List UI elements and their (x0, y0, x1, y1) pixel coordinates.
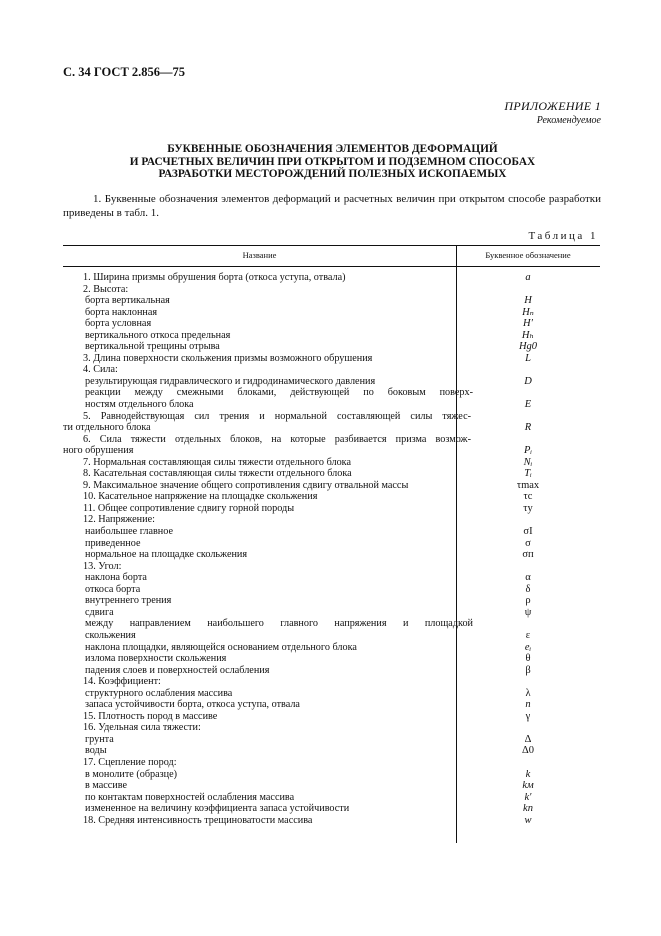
table-header-rule (63, 266, 600, 267)
row-name: 3. Длина поверхности скольжения призмы возможного обрушения (83, 352, 373, 364)
table-row (63, 364, 600, 376)
table-row (63, 468, 600, 480)
row-name: 16. Удельная сила тяжести: (83, 722, 201, 734)
table-row (63, 491, 600, 503)
table-row (63, 376, 600, 388)
row-symbol: Δ (524, 733, 532, 745)
row-symbol: L (525, 352, 531, 364)
appendix-title: ПРИЛОЖЕНИЕ 1 (504, 99, 601, 113)
row-name: 11. Общее сопротивление сдвигу горной породы (83, 502, 295, 514)
row-name: грунта (85, 733, 114, 745)
table-row (63, 803, 600, 815)
table-row (63, 353, 600, 365)
table-row (63, 330, 600, 342)
row-name: 6. Сила тяжести отдельных блоков, на которые разбивается призма возмож- (83, 433, 471, 445)
row-symbol: τy (523, 502, 533, 514)
row-symbol: w (524, 814, 532, 826)
appendix-block (504, 99, 601, 126)
row-name: излома поверхности скольжения (85, 653, 227, 665)
row-symbol: kм (522, 780, 534, 792)
row-symbol: n (525, 699, 531, 711)
row-name: между направлением наибольшего главного напряжения и площадкой (85, 618, 473, 630)
row-symbol: Tᵢ (524, 468, 532, 480)
row-symbol: γ (525, 710, 531, 722)
table-row (63, 480, 600, 492)
title-line-3: РАЗРАБОТКИ МЕСТОРОЖДЕНИЙ ПОЛЕЗНЫХ ИСКОПАЕМЫХ (158, 168, 507, 180)
table-row (63, 411, 600, 423)
row-name: 17. Сцепление пород: (83, 756, 177, 768)
row-symbol: k′ (524, 791, 532, 803)
table-row (63, 769, 600, 781)
row-symbol: λ (525, 687, 531, 699)
row-symbol: σп (522, 549, 534, 561)
table-row (63, 284, 600, 296)
row-name: борта наклонная (85, 306, 158, 318)
table-row (63, 503, 600, 515)
row-symbol: β (525, 664, 531, 676)
row-symbol: D (524, 375, 532, 387)
row-name: запаса устойчивости борта, откоса уступа, отвала (85, 699, 300, 711)
row-symbol: kn (523, 803, 533, 815)
row-symbol: τc (523, 491, 533, 503)
table-row (63, 318, 600, 330)
table-label: Таблица 1 (528, 230, 598, 242)
table-row (63, 792, 600, 804)
row-name: 8. Касательная составляющая силы тяжести отдельного блока (83, 468, 352, 480)
row-name: нормальное на площадке скольжения (85, 549, 248, 561)
row-name: ностям отдельного блока (85, 399, 194, 411)
row-symbol: Hg0 (518, 341, 538, 353)
table-row (63, 676, 600, 688)
table-row (63, 595, 600, 607)
document-title (60, 143, 605, 181)
row-name: наклона борта (85, 572, 147, 584)
row-symbol: θ (525, 653, 531, 665)
row-name: приведенное (85, 537, 141, 549)
table-row (63, 445, 600, 457)
row-name: 2. Высота: (83, 283, 129, 295)
table-row (63, 307, 600, 319)
table-row (63, 399, 600, 411)
row-name: ного обрушения (63, 445, 134, 457)
row-symbol: eᵢ (524, 641, 532, 653)
row-symbol: k (525, 768, 531, 780)
symbols-table (63, 245, 600, 843)
table-row (63, 618, 600, 630)
row-name: 12. Напряжение: (83, 514, 155, 526)
row-symbol: τmax (516, 479, 540, 491)
table-row (63, 422, 600, 434)
row-name: 7. Нормальная составляющая силы тяжести отдельного блока (83, 456, 351, 468)
row-name: откоса борта (85, 583, 141, 595)
appendix-subtitle: Рекомендуемое (536, 115, 601, 126)
table-row (63, 584, 600, 596)
row-name: ти отдельного блока (63, 422, 151, 434)
table-row (63, 272, 600, 284)
row-symbol: σ (525, 537, 531, 549)
row-name: результирующая гидравлического и гидродинамического давления (85, 375, 376, 387)
table-row (63, 572, 600, 584)
row-name: вертикального откоса предельная (85, 329, 231, 341)
table-body (63, 272, 600, 826)
table-row (63, 757, 600, 769)
row-name: внутреннего трения (85, 595, 172, 607)
column-header-symbol: Буквенное обозначение (485, 250, 571, 260)
row-name: в монолите (образце) (85, 768, 178, 780)
title-line-1: БУКВЕННЫЕ ОБОЗНАЧЕНИЯ ЭЛЕМЕНТОВ ДЕФОРМАЦИЙ (167, 143, 498, 155)
row-name: падения слоев и поверхностей ослабления (85, 664, 270, 676)
row-name: наклона площадки, являющейся основанием отдельного блока (85, 641, 357, 653)
row-symbol: δ (525, 583, 531, 595)
row-name: 14. Коэффициент: (83, 676, 161, 688)
row-name: реакции между смежными блоками, действующей по боковым поверх- (85, 387, 473, 399)
table-row (63, 526, 600, 538)
row-name: 4. Сила: (83, 364, 118, 376)
table-row (63, 688, 600, 700)
row-symbol: a (525, 272, 531, 283)
table-row (63, 711, 600, 723)
row-symbol: ρ (525, 595, 531, 607)
table-row (63, 295, 600, 307)
row-name: 15. Плотность пород в массиве (83, 710, 218, 722)
table-row (63, 514, 600, 526)
row-symbol: Δ0 (521, 745, 534, 757)
row-symbol: H′ (523, 318, 533, 330)
row-name: борта условная (85, 318, 152, 330)
table-row (63, 642, 600, 654)
row-name: сдвига (85, 606, 114, 618)
title-line-2: И РАСЧЕТНЫХ ВЕЛИЧИН ПРИ ОТКРЫТОМ И ПОДЗЕМНОМ СПОСОБАХ (129, 155, 536, 168)
table-row (63, 653, 600, 665)
table-row (63, 745, 600, 757)
table-top-rule (63, 245, 600, 246)
table-row (63, 780, 600, 792)
table-row (63, 549, 600, 561)
intro-paragraph: 1. Буквенные обозначения элементов деформаций и расчетных величин при открытом способе разработки приведены в табл. 1. (63, 193, 601, 219)
row-symbol: Nᵢ (523, 456, 533, 468)
table-row (63, 722, 600, 734)
row-symbol: R (524, 422, 532, 434)
row-name: 9. Максимальное значение общего сопротивления сдвигу отвальной массы (83, 479, 409, 491)
column-header-name: Название (242, 250, 277, 260)
row-symbol: H (524, 295, 532, 307)
row-name: в массиве (85, 780, 128, 792)
page-header: С. 34 ГОСТ 2.856—75 (63, 65, 186, 79)
table-row (63, 607, 600, 619)
table-row (63, 561, 600, 573)
row-name: по контактам поверхностей ослабления массива (85, 791, 295, 803)
row-symbol: ψ (524, 606, 532, 618)
row-name: 18. Средняя интенсивность трещиноватости массива (83, 814, 313, 826)
table-row (63, 341, 600, 353)
row-name: 1. Ширина призмы обрушения борта (откоса уступа, отвала) (83, 272, 346, 283)
row-name: вертикальной трещины отрыва (85, 341, 220, 353)
row-symbol: Hₙ (522, 306, 534, 318)
table-row (63, 734, 600, 746)
table-row (63, 630, 600, 642)
table-row (63, 434, 600, 446)
row-name: 10. Касательное напряжение на площадке скольжения (83, 491, 318, 503)
row-name: структурного ослабления массива (85, 687, 233, 699)
row-name: борта вертикальная (85, 295, 170, 307)
row-symbol: ε (525, 629, 531, 641)
row-symbol: α (525, 572, 531, 584)
row-symbol: E (524, 399, 532, 411)
row-name: измененное на величину коэффициента запаса устойчивости (85, 803, 350, 815)
row-symbol: σI (523, 526, 533, 538)
table-row (63, 387, 600, 399)
row-name: 5. Равнодействующая сил трения и нормальной составляющей силы тяжес- (83, 410, 471, 422)
row-symbol: Pᵢ (523, 445, 533, 457)
row-name: наибольшее главное (85, 526, 174, 538)
row-name: 13. Угол: (83, 560, 122, 572)
table-row (63, 457, 600, 469)
table-row (63, 538, 600, 550)
table-row (63, 815, 600, 827)
table-row (63, 699, 600, 711)
row-name: скольжения (85, 629, 136, 641)
table-row (63, 665, 600, 677)
row-symbol: Hₕ (521, 329, 535, 341)
row-name: воды (85, 745, 107, 757)
